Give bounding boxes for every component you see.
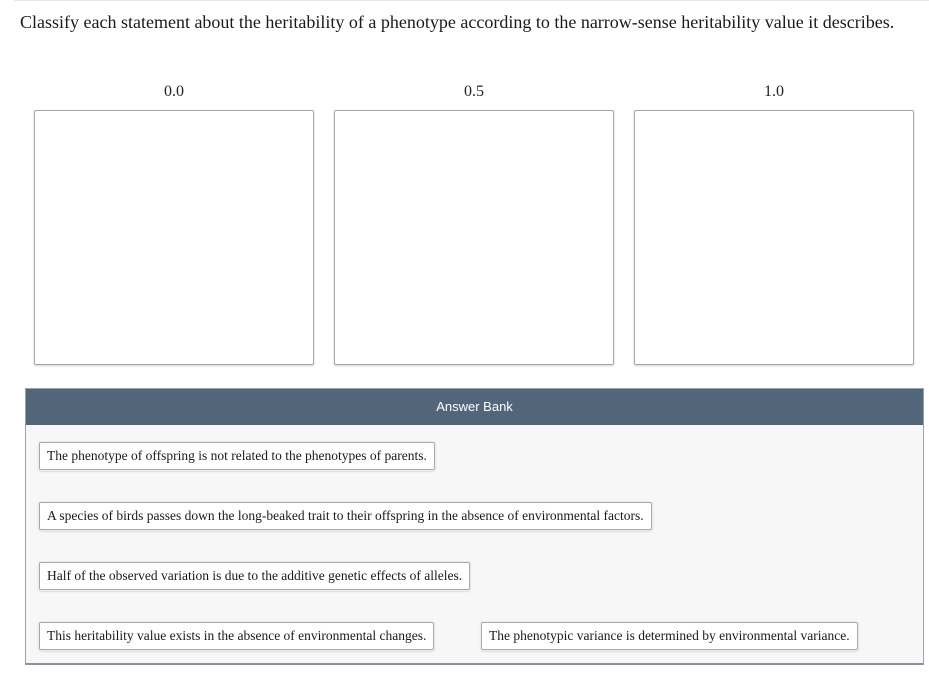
answer-chip-environmental-variance[interactable]: The phenotypic variance is determined by environmental variance. (481, 622, 858, 650)
question-prompt: Classify each statement about the heritability of a phenotype according to the narrow-sense heritability value it describes. (20, 12, 895, 32)
answer-bank-title: Answer Bank (26, 389, 923, 425)
drop-zone-0-5[interactable] (334, 110, 614, 365)
bin-label-0-0: 0.0 (164, 83, 184, 100)
bin-label-0-5: 0.5 (464, 83, 484, 100)
drop-zone-0-0[interactable] (34, 110, 314, 365)
answer-chip-no-environmental-changes[interactable]: This heritability value exists in the absence of environmental changes. (39, 622, 434, 650)
answer-bank[interactable] (25, 388, 924, 665)
top-divider (14, 0, 929, 1)
answer-chip-offspring-not-related[interactable]: The phenotype of offspring is not related to the phenotypes of parents. (39, 442, 435, 470)
answer-chip-birds-long-beaked[interactable]: A species of birds passes down the long-beaked trait to their offspring in the absence of environmental factors. (39, 502, 652, 530)
bin-label-1-0: 1.0 (764, 83, 784, 100)
drop-zone-1-0[interactable] (634, 110, 914, 365)
answer-chip-half-variation-additive[interactable]: Half of the observed variation is due to the additive genetic effects of alleles. (39, 562, 470, 590)
